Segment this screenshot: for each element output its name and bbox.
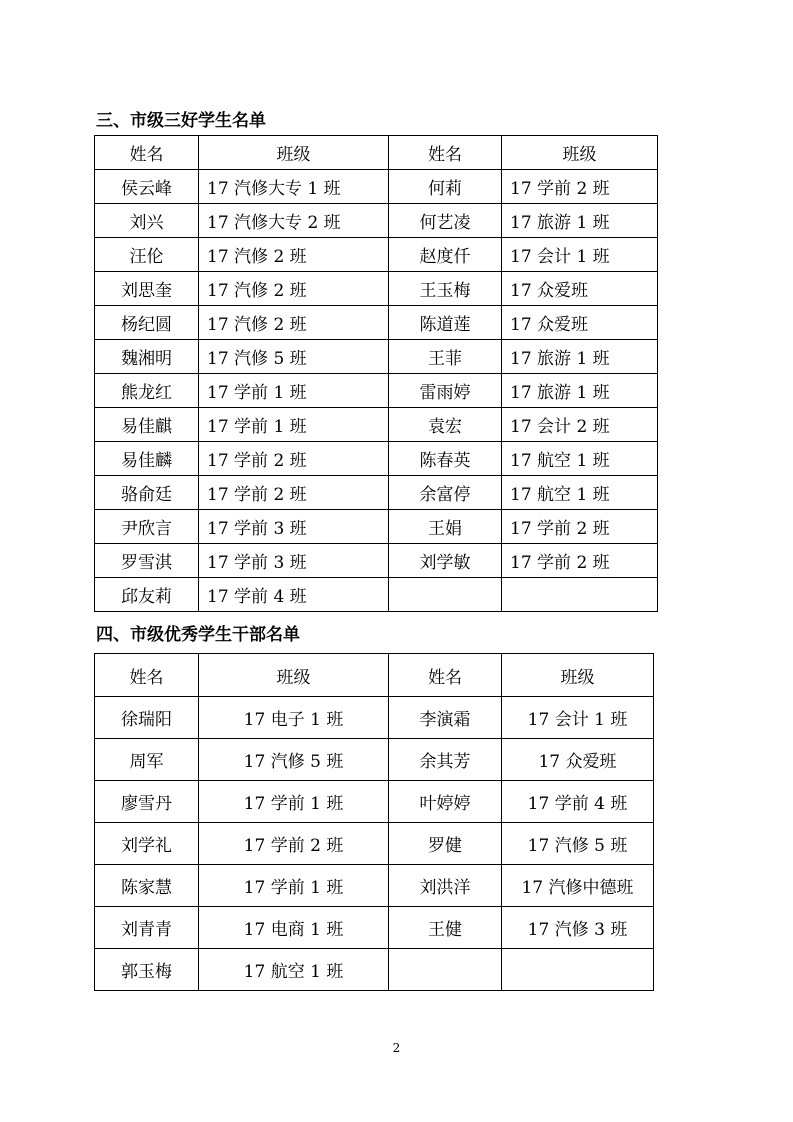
student-name: 何莉 <box>389 170 502 204</box>
student-class: 17 航空 1 班 <box>502 476 658 510</box>
student-class: 17 学前 1 班 <box>199 781 389 823</box>
student-class: 17 汽修 2 班 <box>199 238 389 272</box>
student-name: 徐瑞阳 <box>95 697 199 739</box>
student-class: 17 电商 1 班 <box>199 907 389 949</box>
header-class: 班级 <box>502 654 654 697</box>
student-name: 王娟 <box>389 510 502 544</box>
student-name: 尹欣言 <box>95 510 199 544</box>
header-name: 姓名 <box>389 654 502 697</box>
header-name: 姓名 <box>95 654 199 697</box>
student-name: 周军 <box>95 739 199 781</box>
student-class: 17 学前 1 班 <box>199 865 389 907</box>
student-class: 17 学前 2 班 <box>199 442 389 476</box>
student-name: 廖雪丹 <box>95 781 199 823</box>
student-class: 17 汽修 5 班 <box>199 340 389 374</box>
student-name: 王玉梅 <box>389 272 502 306</box>
student-class: 17 航空 1 班 <box>502 442 658 476</box>
student-name: 陈春英 <box>389 442 502 476</box>
student-class: 17 众爱班 <box>502 306 658 340</box>
table-row <box>95 544 658 578</box>
student-name: 刘兴 <box>95 204 199 238</box>
table-row <box>95 408 658 442</box>
student-name: 李演霜 <box>389 697 502 739</box>
table-header-row <box>95 654 654 697</box>
table-row <box>95 697 654 739</box>
header-name: 姓名 <box>95 136 199 170</box>
table-row <box>95 238 658 272</box>
student-class <box>502 578 658 612</box>
header-name: 姓名 <box>389 136 502 170</box>
student-class: 17 学前 2 班 <box>199 476 389 510</box>
table-row <box>95 442 658 476</box>
table-row <box>95 578 658 612</box>
student-class: 17 学前 3 班 <box>199 544 389 578</box>
student-class: 17 学前 4 班 <box>502 781 654 823</box>
student-class: 17 学前 3 班 <box>199 510 389 544</box>
student-name: 易佳麟 <box>95 442 199 476</box>
student-class: 17 汽修 5 班 <box>502 823 654 865</box>
student-class: 17 电子 1 班 <box>199 697 389 739</box>
table-row <box>95 170 658 204</box>
student-name: 刘学礼 <box>95 823 199 865</box>
section-3-title: 三、市级三好学生名单 <box>96 111 266 131</box>
student-class: 17 众爱班 <box>502 272 658 306</box>
student-class: 17 学前 2 班 <box>502 510 658 544</box>
student-name: 陈家慧 <box>95 865 199 907</box>
student-class: 17 众爱班 <box>502 739 654 781</box>
student-name: 骆俞廷 <box>95 476 199 510</box>
student-class: 17 汽修中德班 <box>502 865 654 907</box>
student-class: 17 旅游 1 班 <box>502 340 658 374</box>
student-class: 17 学前 2 班 <box>199 823 389 865</box>
table-row <box>95 907 654 949</box>
student-class: 17 航空 1 班 <box>199 949 389 991</box>
student-class: 17 学前 2 班 <box>502 544 658 578</box>
student-name: 王健 <box>389 907 502 949</box>
table-row <box>95 204 658 238</box>
student-class: 17 学前 4 班 <box>199 578 389 612</box>
table-row <box>95 510 658 544</box>
student-class: 17 会计 2 班 <box>502 408 658 442</box>
table-row <box>95 374 658 408</box>
table-row <box>95 272 658 306</box>
student-name: 袁宏 <box>389 408 502 442</box>
student-name: 余其芳 <box>389 739 502 781</box>
student-class: 17 学前 1 班 <box>199 374 389 408</box>
student-name: 郭玉梅 <box>95 949 199 991</box>
table-row <box>95 781 654 823</box>
student-name <box>389 578 502 612</box>
table-row <box>95 476 658 510</box>
section-4-title: 四、市级优秀学生干部名单 <box>96 625 300 645</box>
student-name <box>389 949 502 991</box>
student-name: 侯云峰 <box>95 170 199 204</box>
table-row <box>95 865 654 907</box>
student-name: 刘学敏 <box>389 544 502 578</box>
student-name: 魏湘明 <box>95 340 199 374</box>
merit-students-table <box>94 135 658 612</box>
student-name: 何艺凌 <box>389 204 502 238</box>
table-row <box>95 306 658 340</box>
student-class: 17 会计 1 班 <box>502 238 658 272</box>
student-class: 17 汽修 2 班 <box>199 272 389 306</box>
table-row <box>95 340 658 374</box>
table-header-row <box>95 136 658 170</box>
student-name: 刘青青 <box>95 907 199 949</box>
student-class: 17 汽修 2 班 <box>199 306 389 340</box>
student-name: 余富停 <box>389 476 502 510</box>
page-number: 2 <box>392 1041 401 1055</box>
student-name: 刘思奎 <box>95 272 199 306</box>
student-class: 17 汽修 3 班 <box>502 907 654 949</box>
student-class: 17 学前 1 班 <box>199 408 389 442</box>
student-class: 17 汽修 5 班 <box>199 739 389 781</box>
student-name: 雷雨婷 <box>389 374 502 408</box>
header-class: 班级 <box>199 136 389 170</box>
student-class: 17 学前 2 班 <box>502 170 658 204</box>
student-name: 赵度仟 <box>389 238 502 272</box>
student-class <box>502 949 654 991</box>
student-name: 王菲 <box>389 340 502 374</box>
student-name: 陈道莲 <box>389 306 502 340</box>
header-class: 班级 <box>502 136 658 170</box>
student-class: 17 旅游 1 班 <box>502 374 658 408</box>
student-class: 17 会计 1 班 <box>502 697 654 739</box>
student-name: 杨纪圆 <box>95 306 199 340</box>
student-name: 叶婷婷 <box>389 781 502 823</box>
student-name: 刘洪洋 <box>389 865 502 907</box>
student-name: 汪伦 <box>95 238 199 272</box>
student-name: 熊龙红 <box>95 374 199 408</box>
student-class: 17 旅游 1 班 <box>502 204 658 238</box>
student-name: 邱友莉 <box>95 578 199 612</box>
student-class: 17 汽修大专 2 班 <box>199 204 389 238</box>
table-row <box>95 739 654 781</box>
table-row <box>95 949 654 991</box>
header-class: 班级 <box>199 654 389 697</box>
student-name: 易佳麒 <box>95 408 199 442</box>
table-row <box>95 823 654 865</box>
student-leaders-table <box>94 653 654 991</box>
student-name: 罗雪淇 <box>95 544 199 578</box>
student-class: 17 汽修大专 1 班 <box>199 170 389 204</box>
student-name: 罗健 <box>389 823 502 865</box>
